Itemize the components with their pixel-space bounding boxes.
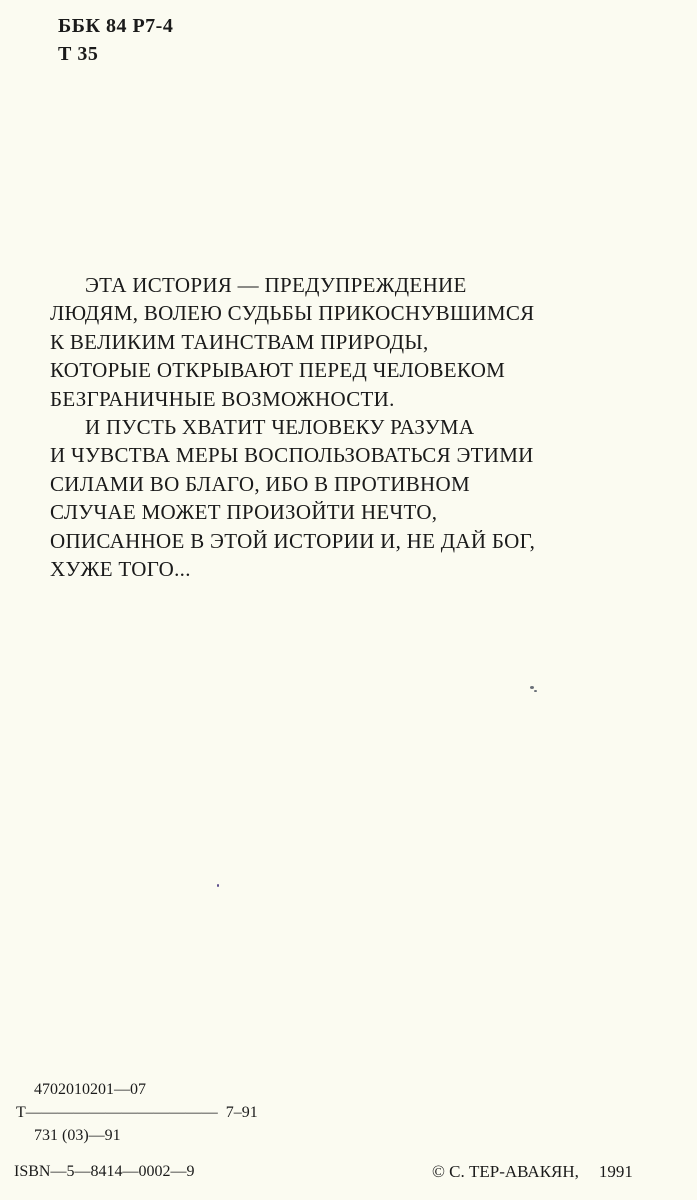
epigraph-line: ОПИСАННОЕ В ЭТОЙ ИСТОРИИ И, НЕ ДАЙ БОГ,: [50, 528, 536, 553]
bbk-code: ББК 84 Р7-4: [58, 15, 174, 37]
epigraph-line: БЕЗГРАНИЧНЫЕ ВОЗМОЖНОСТИ.: [50, 386, 395, 411]
copyright-year: 1991: [598, 1162, 633, 1181]
paper-speck: [217, 884, 219, 887]
copyright-notice: [432, 1161, 633, 1183]
epigraph: [50, 271, 660, 583]
publication-index: [16, 1078, 258, 1147]
isbn: ISBN—5—8414—0002—9: [14, 1163, 195, 1180]
publication-index-suffix: 7–91: [225, 1104, 258, 1121]
epigraph-line: К ВЕЛИКИМ ТАИНСТВАМ ПРИРОДЫ,: [50, 329, 429, 354]
author-mark: Т 35: [58, 43, 99, 65]
publication-index-line: 4702010201—07: [34, 1081, 146, 1098]
publication-index-fraction-line: [16, 1101, 258, 1124]
paper-speck: [534, 690, 537, 692]
publication-index-dashes: ————————————: [25, 1104, 218, 1121]
classification-codes: [58, 12, 173, 68]
epigraph-line: СИЛАМИ ВО БЛАГО, ИБО В ПРОТИВНОМ: [50, 471, 470, 496]
epigraph-line: И ПУСТЬ ХВАТИТ ЧЕЛОВЕКУ РАЗУМА: [85, 415, 475, 440]
epigraph-line: СЛУЧАЕ МОЖЕТ ПРОИЗОЙТИ НЕЧТО,: [50, 500, 438, 525]
paper-speck: [530, 686, 534, 689]
epigraph-line: ХУЖЕ ТОГО...: [50, 557, 191, 582]
copyright-holder: © С. ТЕР-АВАКЯН,: [432, 1162, 579, 1181]
publication-index-line: 731 (03)—91: [34, 1127, 121, 1144]
epigraph-line: ЭТА ИСТОРИЯ — ПРЕДУПРЕЖДЕНИЕ: [85, 273, 467, 297]
epigraph-line: И ЧУВСТВА МЕРЫ ВОСПОЛЬЗОВАТЬСЯ ЭТИМИ: [50, 443, 534, 468]
epigraph-line: КОТОРЫЕ ОТКРЫВАЮТ ПЕРЕД ЧЕЛОВЕКОМ: [50, 358, 506, 383]
epigraph-line: ЛЮДЯМ, ВОЛЕЮ СУДЬБЫ ПРИКОСНУВШИМСЯ: [50, 301, 535, 326]
publication-index-prefix: Т: [16, 1104, 26, 1121]
